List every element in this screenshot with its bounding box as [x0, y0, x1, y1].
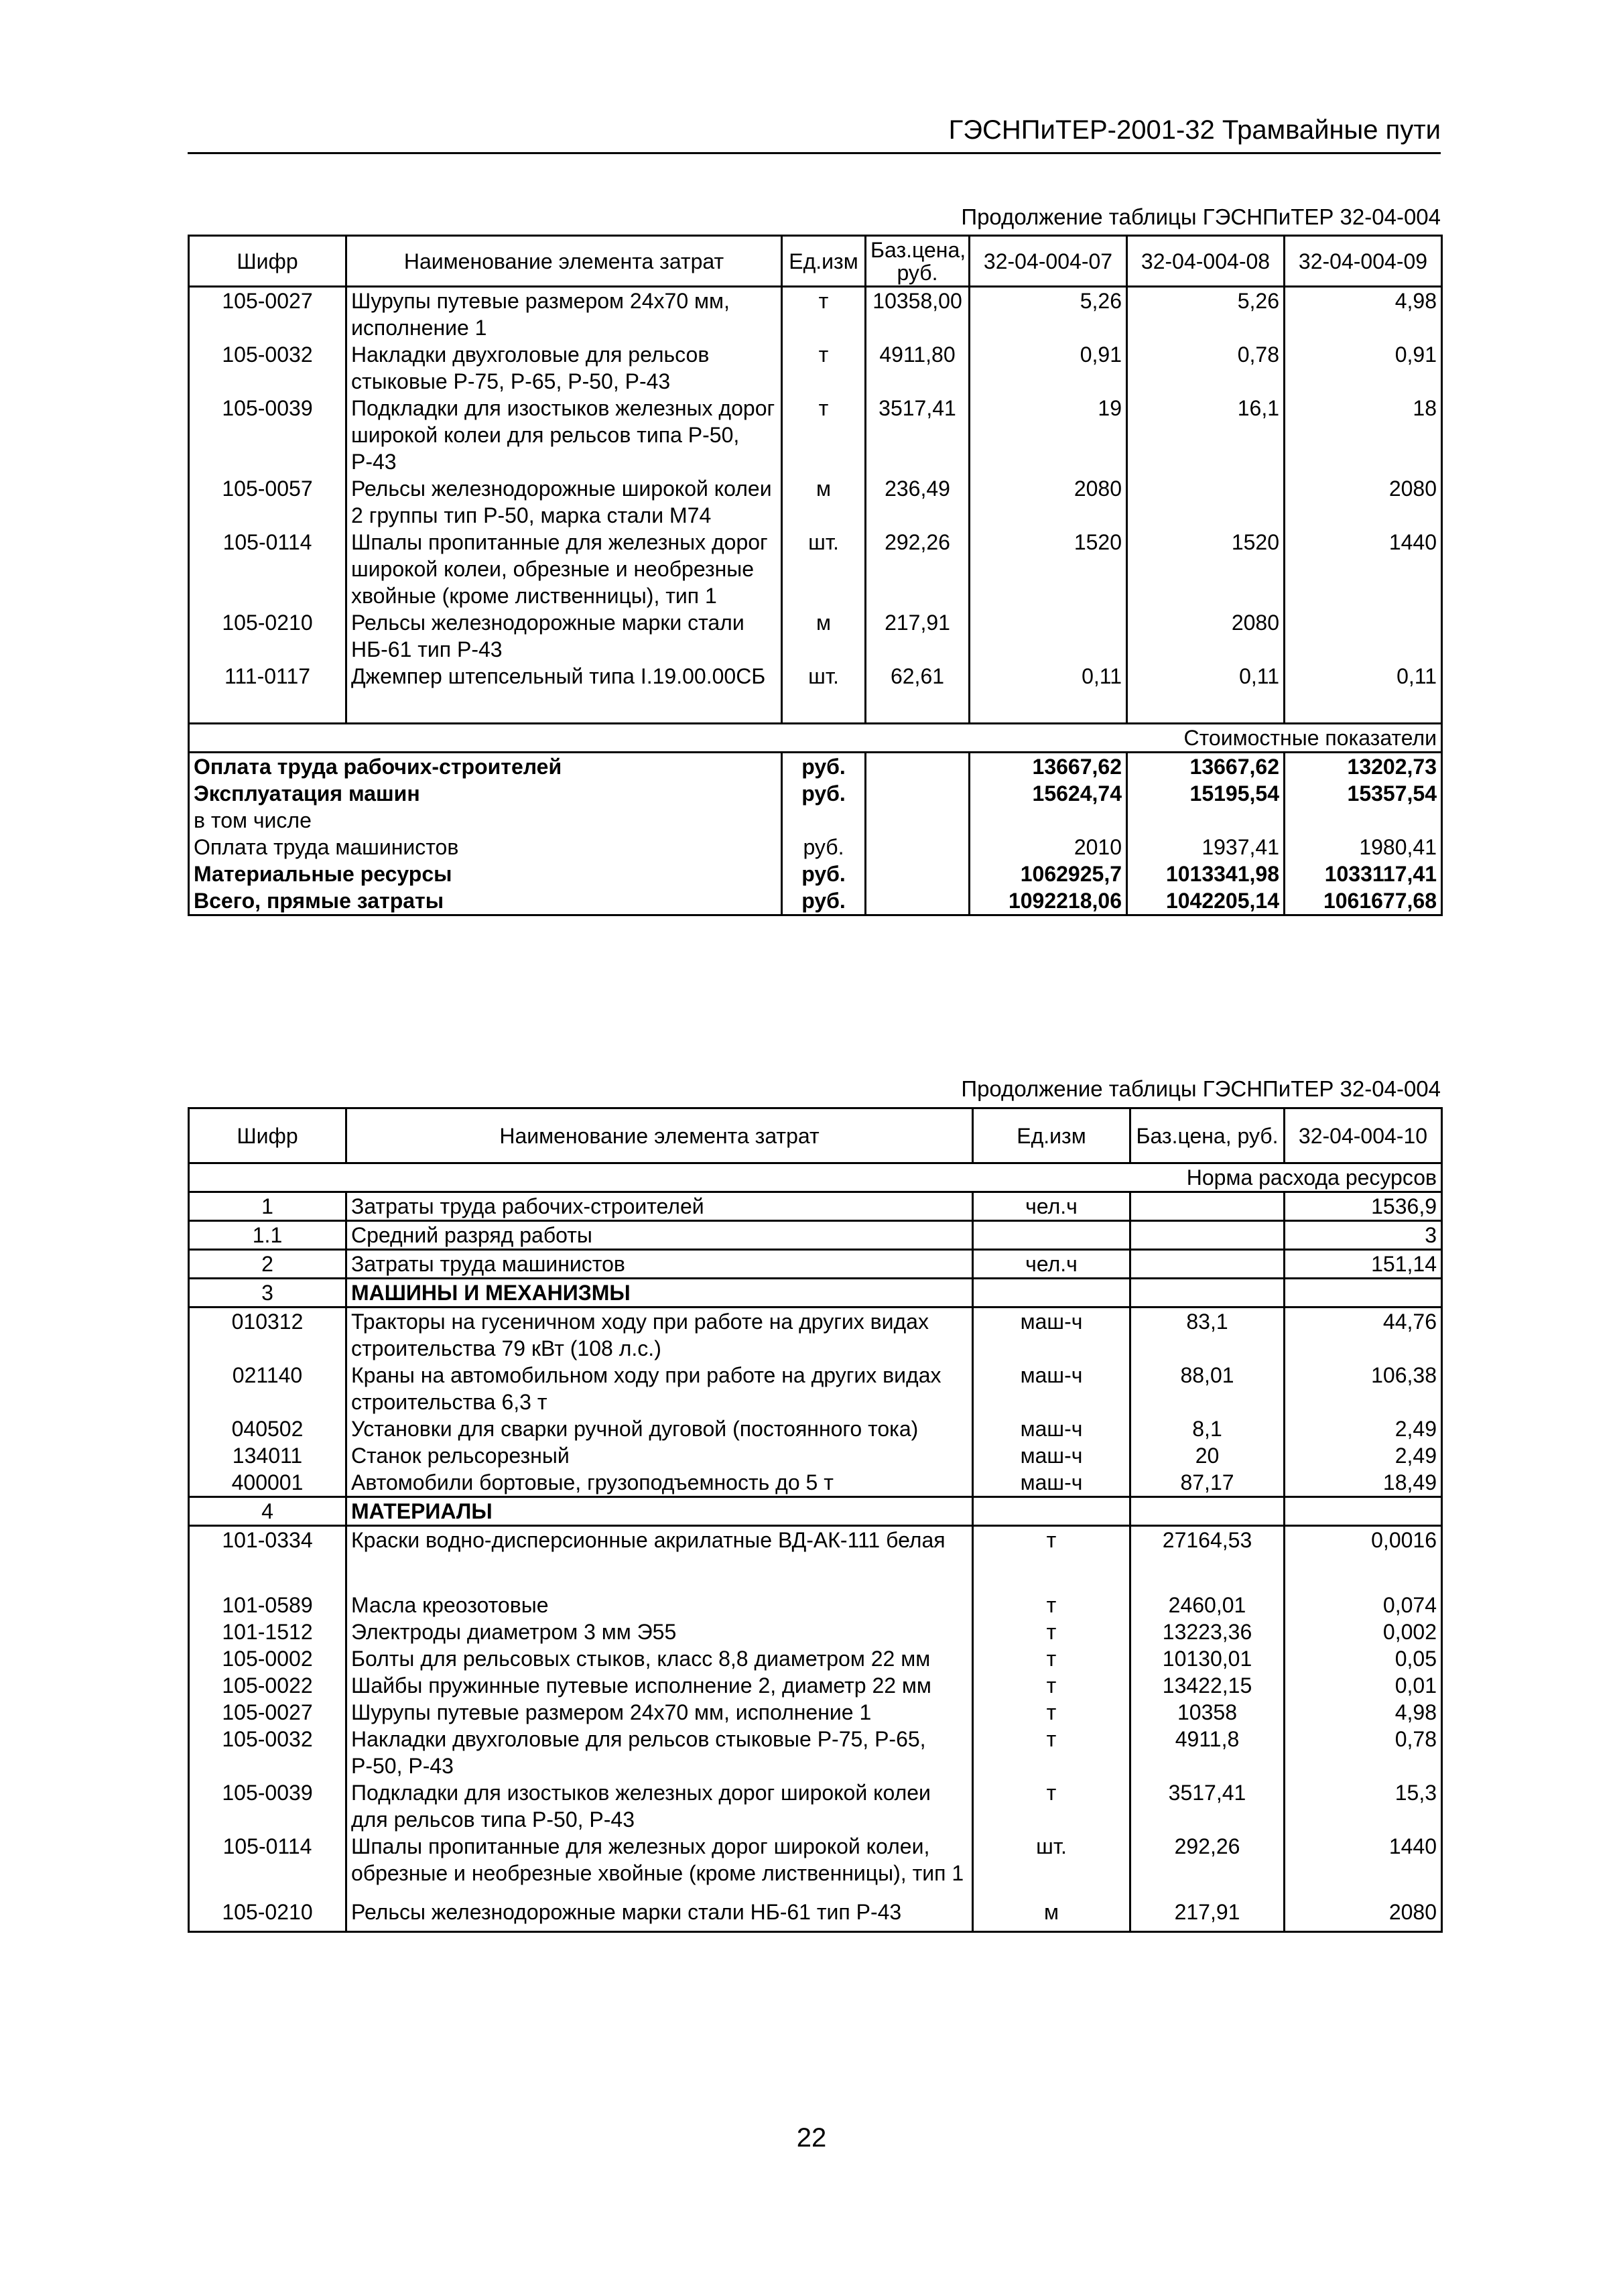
price-cell: [1130, 1497, 1285, 1526]
value-cell: 13202,73: [1285, 752, 1442, 780]
cost-row: [189, 834, 1442, 860]
value-cell: 0,05: [1285, 1645, 1442, 1672]
code-cell: 105-0210: [189, 609, 346, 663]
cost-row: [189, 887, 1442, 915]
cost-heading: Стоимостные показатели: [189, 723, 1442, 752]
code-cell: 105-0114: [189, 1833, 346, 1899]
value-cell: 1520: [970, 529, 1127, 609]
unit-cell: маш-ч: [973, 1415, 1130, 1442]
value-cell: 16,1: [1127, 395, 1285, 475]
value-cell: 1440: [1285, 1833, 1442, 1899]
value-cell: 0,002: [1285, 1618, 1442, 1645]
column-header: Баз.цена, руб.: [866, 236, 970, 287]
table-row: [189, 395, 1442, 475]
value-cell: 15195,54: [1127, 780, 1285, 807]
value-cell: 4,98: [1285, 1699, 1442, 1726]
table-row: [189, 1726, 1442, 1779]
empty-cell: [866, 752, 970, 780]
unit-cell: т: [973, 1526, 1130, 1592]
value-cell: 1440: [1285, 529, 1442, 609]
unit-cell: шт.: [973, 1833, 1130, 1899]
unit-cell: т: [973, 1699, 1130, 1726]
cost-label: Материальные ресурсы: [189, 860, 782, 887]
column-header: 32-04-004-10: [1285, 1108, 1442, 1163]
cost-label: Оплата труда машинистов: [189, 834, 782, 860]
value-cell: 4,98: [1285, 287, 1442, 342]
column-header: Наименование элемента затрат: [346, 1108, 973, 1163]
column-header: Ед.изм: [973, 1108, 1130, 1163]
code-cell: 4: [189, 1497, 346, 1526]
value-cell: [1285, 807, 1442, 834]
unit-cell: руб.: [782, 780, 866, 807]
value-cell: 2,49: [1285, 1442, 1442, 1469]
name-cell: Масла креозотовые: [346, 1592, 973, 1618]
unit-cell: шт.: [782, 663, 866, 723]
price-cell: 10358,00: [866, 287, 970, 342]
table-row: [189, 1279, 1442, 1308]
unit-cell: руб.: [782, 834, 866, 860]
name-cell: Шпалы пропитанные для железных дорог широкой колеи, обрезные и необрезные хвойные (кроме лиственницы), тип 1: [346, 529, 782, 609]
name-cell: Подкладки для изостыков железных дорог широкой колеи для рельсов типа Р-50, Р-43: [346, 1779, 973, 1833]
cost-row: [189, 780, 1442, 807]
name-cell: Шурупы путевые размером 24х70 мм, исполнение 1: [346, 1699, 973, 1726]
unit-cell: [973, 1221, 1130, 1250]
column-header: 32-04-004-09: [1285, 236, 1442, 287]
table-row: [189, 1899, 1442, 1932]
value-cell: 15357,54: [1285, 780, 1442, 807]
table-row: [189, 663, 1442, 723]
unit-cell: т: [782, 341, 866, 395]
value-cell: 1092218,06: [970, 887, 1127, 915]
table-row: [189, 1699, 1442, 1726]
value-cell: 1033117,41: [1285, 860, 1442, 887]
name-cell: Затраты труда рабочих-строителей: [346, 1192, 973, 1221]
code-cell: 105-0032: [189, 1726, 346, 1779]
cost-row: [189, 807, 1442, 834]
code-cell: 105-0002: [189, 1645, 346, 1672]
name-cell: МАШИНЫ И МЕХАНИЗМЫ: [346, 1279, 973, 1308]
code-cell: 010312: [189, 1308, 346, 1362]
price-cell: 62,61: [866, 663, 970, 723]
value-cell: [1127, 807, 1285, 834]
table-row: [189, 1645, 1442, 1672]
value-cell: 0,91: [970, 341, 1127, 395]
price-cell: 217,91: [1130, 1899, 1285, 1932]
table-row: [189, 1592, 1442, 1618]
name-cell: Шайбы пружинные путевые исполнение 2, диаметр 22 мм: [346, 1672, 973, 1699]
unit-cell: маш-ч: [973, 1308, 1130, 1362]
price-cell: 8,1: [1130, 1415, 1285, 1442]
page-header: [188, 115, 1441, 154]
unit-cell: [973, 1497, 1130, 1526]
code-cell: 105-0114: [189, 529, 346, 609]
unit-cell: чел.ч: [973, 1192, 1130, 1221]
name-cell: Рельсы железнодорожные марки стали НБ-61 тип Р-43: [346, 1899, 973, 1932]
value-cell: 18: [1285, 395, 1442, 475]
table-row: [189, 1362, 1442, 1415]
value-cell: 0,01: [1285, 1672, 1442, 1699]
price-cell: 88,01: [1130, 1362, 1285, 1415]
code-cell: 111-0117: [189, 663, 346, 723]
value-cell: 5,26: [1127, 287, 1285, 342]
page-number: 22: [796, 2123, 827, 2153]
table-row: [189, 287, 1442, 342]
resource-table-2: [188, 1107, 1443, 1933]
table-row: [189, 1469, 1442, 1497]
value-cell: 5,26: [970, 287, 1127, 342]
table-row: [189, 475, 1442, 529]
name-cell: Краски водно-дисперсионные акрилатные ВД-АК-111 белая: [346, 1526, 973, 1592]
empty-cell: [866, 887, 970, 915]
value-cell: 1536,9: [1285, 1192, 1442, 1221]
value-cell: 0,11: [1127, 663, 1285, 723]
column-header: Шифр: [189, 1108, 346, 1163]
unit-cell: руб.: [782, 752, 866, 780]
table-row: [189, 1192, 1442, 1221]
table-row: [189, 609, 1442, 663]
unit-cell: т: [973, 1592, 1130, 1618]
price-cell: 236,49: [866, 475, 970, 529]
value-cell: 0,78: [1285, 1726, 1442, 1779]
value-cell: 0,11: [970, 663, 1127, 723]
cost-row: [189, 860, 1442, 887]
value-cell: 18,49: [1285, 1469, 1442, 1497]
name-cell: Рельсы железнодорожные марки стали НБ-61 тип Р-43: [346, 609, 782, 663]
value-cell: [970, 807, 1127, 834]
cost-label: Всего, прямые затраты: [189, 887, 782, 915]
name-cell: Тракторы на гусеничном ходу при работе на других видах строительства 79 кВт (108 л.с.): [346, 1308, 973, 1362]
table-row: [189, 1221, 1442, 1250]
column-header: Ед.изм: [782, 236, 866, 287]
value-cell: 2080: [1285, 1899, 1442, 1932]
table-row: [189, 1415, 1442, 1442]
empty-cell: [866, 780, 970, 807]
code-cell: 040502: [189, 1415, 346, 1442]
value-cell: 1520: [1127, 529, 1285, 609]
table-row: [189, 1442, 1442, 1469]
value-cell: 106,38: [1285, 1362, 1442, 1415]
name-cell: Электроды диаметром 3 мм Э55: [346, 1618, 973, 1645]
value-cell: 0,11: [1285, 663, 1442, 723]
norm-heading-row: [189, 1163, 1442, 1192]
price-cell: 3517,41: [866, 395, 970, 475]
unit-cell: шт.: [782, 529, 866, 609]
unit-cell: м: [782, 609, 866, 663]
value-cell: 1013341,98: [1127, 860, 1285, 887]
value-cell: 3: [1285, 1221, 1442, 1250]
value-cell: 19: [970, 395, 1127, 475]
column-header: Наименование элемента затрат: [346, 236, 782, 287]
unit-cell: маш-ч: [973, 1469, 1130, 1497]
price-cell: 3517,41: [1130, 1779, 1285, 1833]
code-cell: 105-0039: [189, 395, 346, 475]
cost-row: [189, 752, 1442, 780]
unit-cell: т: [973, 1726, 1130, 1779]
value-cell: 1980,41: [1285, 834, 1442, 860]
unit-cell: т: [973, 1618, 1130, 1645]
unit-cell: [973, 1279, 1130, 1308]
code-cell: 1: [189, 1192, 346, 1221]
cost-label: Эксплуатация машин: [189, 780, 782, 807]
code-cell: 3: [189, 1279, 346, 1308]
price-cell: 4911,80: [866, 341, 970, 395]
empty-cell: [866, 860, 970, 887]
table-row: [189, 1833, 1442, 1899]
code-cell: 105-0022: [189, 1672, 346, 1699]
page-header-title: ГЭСНПиТЕР-2001-32 Трамвайные пути: [948, 115, 1441, 145]
code-cell: 134011: [189, 1442, 346, 1469]
name-cell: Подкладки для изостыков железных дорог широкой колеи для рельсов типа Р-50, Р-43: [346, 395, 782, 475]
code-cell: 2: [189, 1250, 346, 1279]
value-cell: 151,14: [1285, 1250, 1442, 1279]
unit-cell: [782, 807, 866, 834]
code-cell: 400001: [189, 1469, 346, 1497]
empty-cell: [866, 807, 970, 834]
value-cell: 13667,62: [970, 752, 1127, 780]
value-cell: [1285, 1497, 1442, 1526]
table1-caption: Продолжение таблицы ГЭСНПиТЕР 32-04-004: [961, 204, 1441, 229]
name-cell: МАТЕРИАЛЫ: [346, 1497, 973, 1526]
code-cell: 105-0210: [189, 1899, 346, 1932]
code-cell: 101-0334: [189, 1526, 346, 1592]
unit-cell: маш-ч: [973, 1362, 1130, 1415]
value-cell: 1062925,7: [970, 860, 1127, 887]
unit-cell: м: [973, 1899, 1130, 1932]
value-cell: 2080: [970, 475, 1127, 529]
norm-heading: Норма расхода ресурсов: [189, 1163, 1442, 1192]
value-cell: [1285, 609, 1442, 663]
price-cell: 27164,53: [1130, 1526, 1285, 1592]
value-cell: 2010: [970, 834, 1127, 860]
code-cell: 101-0589: [189, 1592, 346, 1618]
price-cell: [1130, 1221, 1285, 1250]
table2-caption: Продолжение таблицы ГЭСНПиТЕР 32-04-004: [961, 1076, 1441, 1101]
resource-table-1: [188, 235, 1443, 916]
name-cell: Шурупы путевые размером 24х70 мм, исполнение 1: [346, 287, 782, 342]
price-cell: 217,91: [866, 609, 970, 663]
name-cell: Затраты труда машинистов: [346, 1250, 973, 1279]
value-cell: 13667,62: [1127, 752, 1285, 780]
column-header: 32-04-004-07: [970, 236, 1127, 287]
name-cell: Средний разряд работы: [346, 1221, 973, 1250]
name-cell: Установки для сварки ручной дуговой (постоянного тока): [346, 1415, 973, 1442]
empty-cell: [866, 834, 970, 860]
unit-cell: маш-ч: [973, 1442, 1130, 1469]
price-cell: 10130,01: [1130, 1645, 1285, 1672]
price-cell: [1130, 1279, 1285, 1308]
value-cell: 0,78: [1127, 341, 1285, 395]
table-row: [189, 1672, 1442, 1699]
table-row: [189, 1308, 1442, 1362]
unit-cell: руб.: [782, 887, 866, 915]
value-cell: [1285, 1279, 1442, 1308]
unit-cell: м: [782, 475, 866, 529]
value-cell: [1127, 475, 1285, 529]
unit-cell: т: [973, 1779, 1130, 1833]
value-cell: 15,3: [1285, 1779, 1442, 1833]
table-row: [189, 1497, 1442, 1526]
table-row: [189, 1779, 1442, 1833]
value-cell: 0,0016: [1285, 1526, 1442, 1592]
column-header: Шифр: [189, 236, 346, 287]
code-cell: 105-0027: [189, 287, 346, 342]
name-cell: Рельсы железнодорожные широкой колеи 2 группы тип Р-50, марка стали М74: [346, 475, 782, 529]
value-cell: 1937,41: [1127, 834, 1285, 860]
name-cell: Болты для рельсовых стыков, класс 8,8 диаметром 22 мм: [346, 1645, 973, 1672]
price-cell: 2460,01: [1130, 1592, 1285, 1618]
name-cell: Джемпер штепсельный типа I.19.00.00СБ: [346, 663, 782, 723]
value-cell: 44,76: [1285, 1308, 1442, 1362]
price-cell: 292,26: [1130, 1833, 1285, 1899]
table-row: [189, 1526, 1442, 1592]
price-cell: 10358: [1130, 1699, 1285, 1726]
unit-cell: т: [973, 1645, 1130, 1672]
price-cell: 83,1: [1130, 1308, 1285, 1362]
name-cell: Станок рельсорезный: [346, 1442, 973, 1469]
code-cell: 101-1512: [189, 1618, 346, 1645]
cost-label: Оплата труда рабочих-строителей: [189, 752, 782, 780]
price-cell: [1130, 1192, 1285, 1221]
price-cell: 4911,8: [1130, 1726, 1285, 1779]
name-cell: Накладки двухголовые для рельсов стыковые Р-75, Р-65, Р-50, Р-43: [346, 341, 782, 395]
unit-cell: чел.ч: [973, 1250, 1130, 1279]
code-cell: 105-0039: [189, 1779, 346, 1833]
price-cell: 292,26: [866, 529, 970, 609]
code-cell: 105-0027: [189, 1699, 346, 1726]
code-cell: 1.1: [189, 1221, 346, 1250]
column-header: 32-04-004-08: [1127, 236, 1285, 287]
price-cell: 13223,36: [1130, 1618, 1285, 1645]
value-cell: 15624,74: [970, 780, 1127, 807]
cost-label: в том числе: [189, 807, 782, 834]
column-header: Баз.цена, руб.: [1130, 1108, 1285, 1163]
table-row: [189, 341, 1442, 395]
value-cell: 0,074: [1285, 1592, 1442, 1618]
value-cell: 2,49: [1285, 1415, 1442, 1442]
table-row: [189, 1250, 1442, 1279]
name-cell: Автомобили бортовые, грузоподъемность до 5 т: [346, 1469, 973, 1497]
code-cell: 105-0032: [189, 341, 346, 395]
price-cell: 87,17: [1130, 1469, 1285, 1497]
value-cell: 0,91: [1285, 341, 1442, 395]
table-row: [189, 1618, 1442, 1645]
name-cell: Накладки двухголовые для рельсов стыковые Р-75, Р-65, Р-50, Р-43: [346, 1726, 973, 1779]
value-cell: 1042205,14: [1127, 887, 1285, 915]
unit-cell: т: [782, 395, 866, 475]
name-cell: Краны на автомобильном ходу при работе на других видах строительства 6,3 т: [346, 1362, 973, 1415]
value-cell: [970, 609, 1127, 663]
unit-cell: руб.: [782, 860, 866, 887]
value-cell: 1061677,68: [1285, 887, 1442, 915]
cost-heading-row: [189, 723, 1442, 752]
code-cell: 021140: [189, 1362, 346, 1415]
price-cell: 20: [1130, 1442, 1285, 1469]
table-row: [189, 529, 1442, 609]
unit-cell: т: [973, 1672, 1130, 1699]
price-cell: 13422,15: [1130, 1672, 1285, 1699]
price-cell: [1130, 1250, 1285, 1279]
code-cell: 105-0057: [189, 475, 346, 529]
value-cell: 2080: [1127, 609, 1285, 663]
unit-cell: т: [782, 287, 866, 342]
value-cell: 2080: [1285, 475, 1442, 529]
name-cell: Шпалы пропитанные для железных дорог широкой колеи, обрезные и необрезные хвойные (кроме лиственницы), тип 1: [346, 1833, 973, 1899]
